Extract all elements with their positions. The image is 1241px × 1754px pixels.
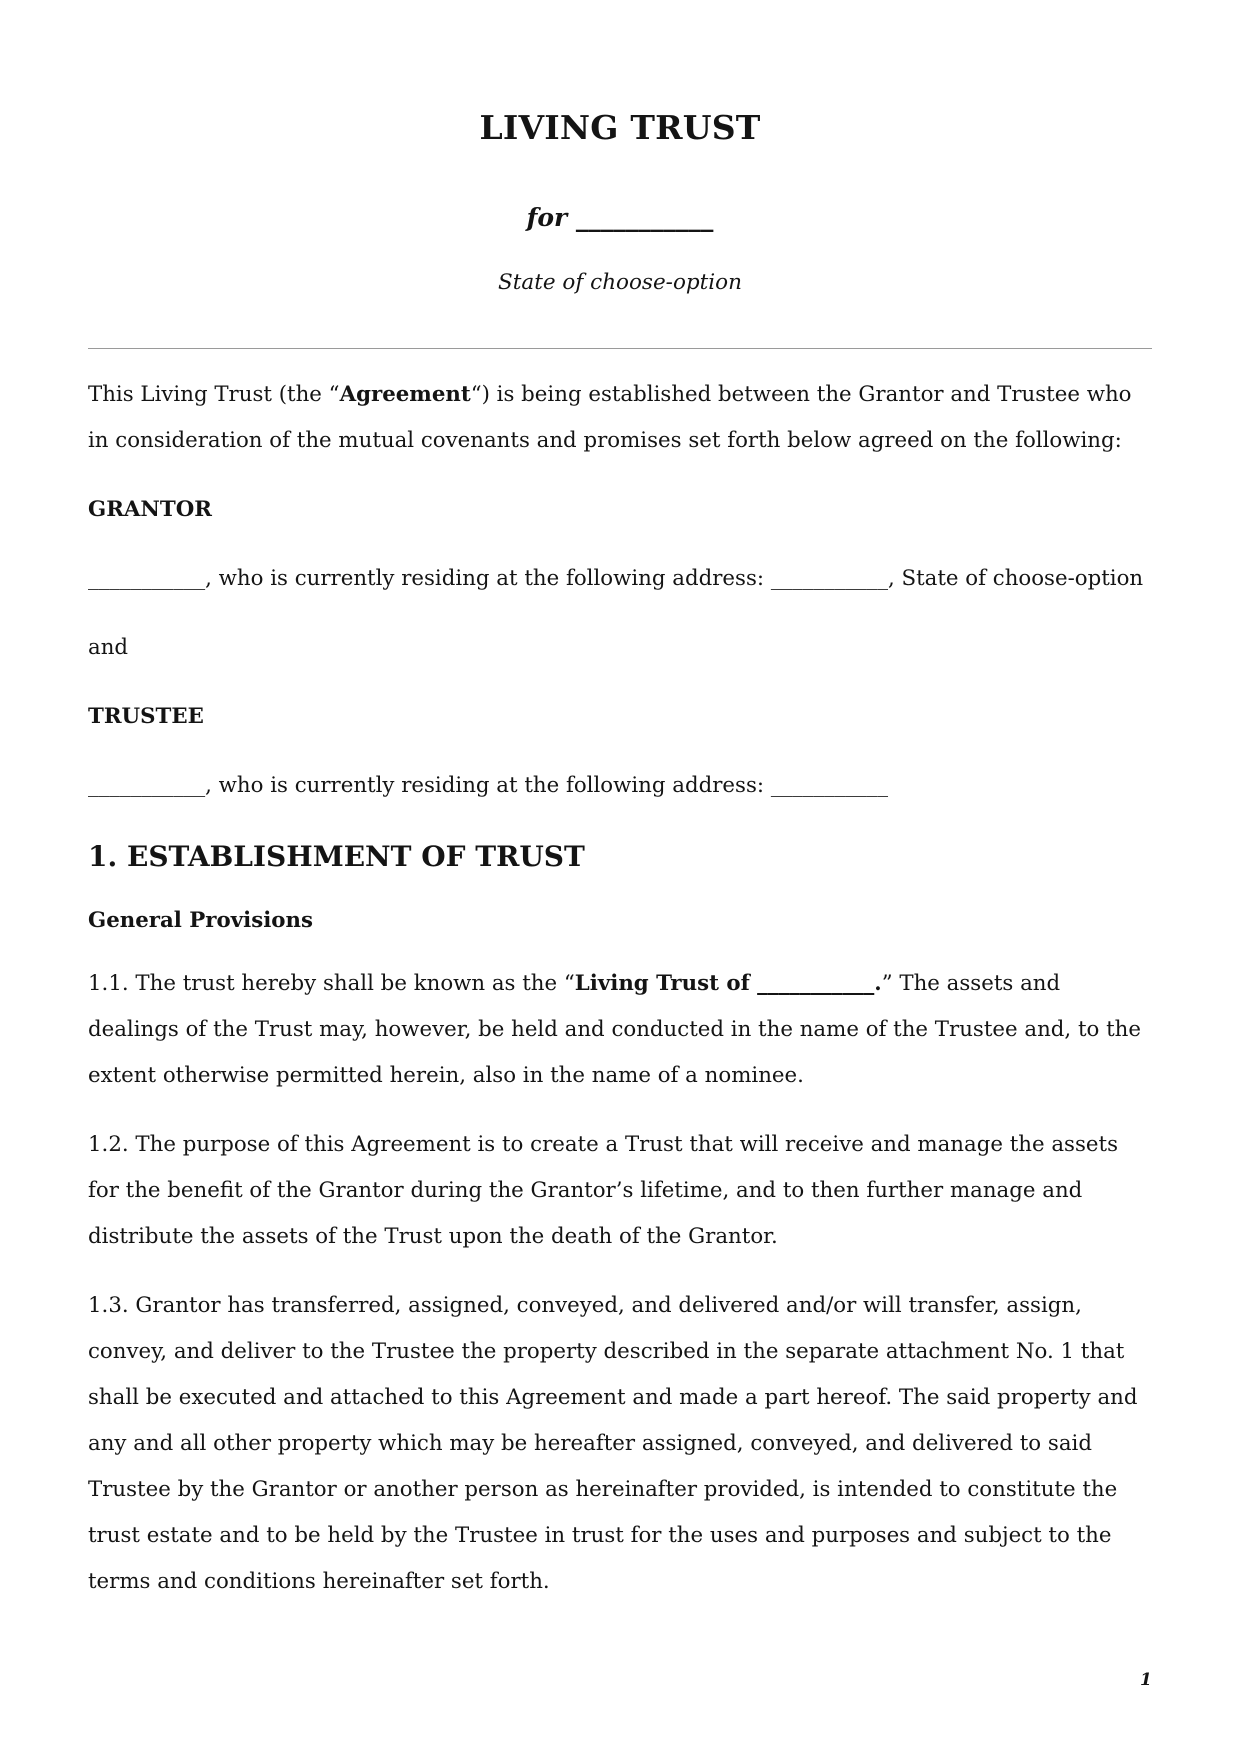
grantor-address-blank[interactable]: ___________ [770, 566, 888, 591]
trustee-text: , who is currently residing at the following address: [205, 773, 771, 798]
state-line: State of choose-option [498, 270, 742, 295]
trustee-name-blank[interactable]: ___________ [88, 773, 206, 798]
section-1-heading: 1. ESTABLISHMENT OF TRUST [88, 840, 585, 873]
document-body [88, 372, 1152, 1628]
document-subtitle [88, 200, 1152, 236]
clause-1-1-text-2: ” The assets and dealings of the Trust may, however, be held and conducted in the name of the Trustee and, to the extent otherwise permitted herein, also in the name of a nominee. [88, 971, 1141, 1088]
intro-text-2: “) is being established between the Grantor and Trustee who in consideration of the mutual covenants and promises set forth below agreed on the following: [88, 382, 1132, 453]
horizontal-divider [88, 348, 1152, 349]
grantor-name-blank-title[interactable]: ___________ [575, 203, 714, 232]
trustee-address-blank[interactable]: ___________ [770, 773, 888, 798]
page-number: 1 [1140, 1670, 1152, 1690]
clause-1-2: 1.2. The purpose of this Agreement is to create a Trust that will receive and manage the assets for the benefit of the Grantor during the Grantor’s lifetime, and to then further manage and distribute the assets of the Trust upon the death of the Grantor. [88, 1132, 1118, 1249]
connector-and: and [88, 635, 129, 660]
intro-paragraph [88, 372, 1152, 464]
trust-name: Living Trust of ___________. [574, 971, 882, 996]
grantor-state: , State of choose-option [887, 566, 1144, 591]
clause-1-3: 1.3. Grantor has transferred, assigned, conveyed, and delivered and/or will transfer, assign, convey, and deliver to the Trustee the property described in the separate attachment No. 1 that shall be executed and attached to this Agreement and made a part hereof. The said property and any and all other property which may be hereafter assigned, conveyed, and delivered to said Trustee by the Grantor or another person as hereinafter provided, is intended to constitute the trust estate and to be held by the Trustee in trust for the uses and purposes and subject to the terms and conditions hereinafter set forth. [88, 1293, 1138, 1594]
agreement-term: Agreement [339, 382, 471, 407]
grantor-name-blank[interactable]: ___________ [88, 566, 206, 591]
subtitle-prefix: for [526, 203, 568, 232]
document-title: LIVING TRUST [479, 108, 761, 147]
intro-text-1: This Living Trust (the “ [88, 382, 340, 407]
grantor-details [88, 556, 1152, 602]
clause-1-1 [88, 961, 1152, 1099]
general-provisions-heading: General Provisions [88, 908, 313, 933]
grantor-label: GRANTOR [88, 497, 212, 522]
trustee-details [88, 763, 1152, 809]
trustee-label: TRUSTEE [88, 704, 204, 729]
grantor-text: , who is currently residing at the following address: [205, 566, 771, 591]
clause-1-1-text-1: 1.1. The trust hereby shall be known as the “ [88, 971, 575, 996]
